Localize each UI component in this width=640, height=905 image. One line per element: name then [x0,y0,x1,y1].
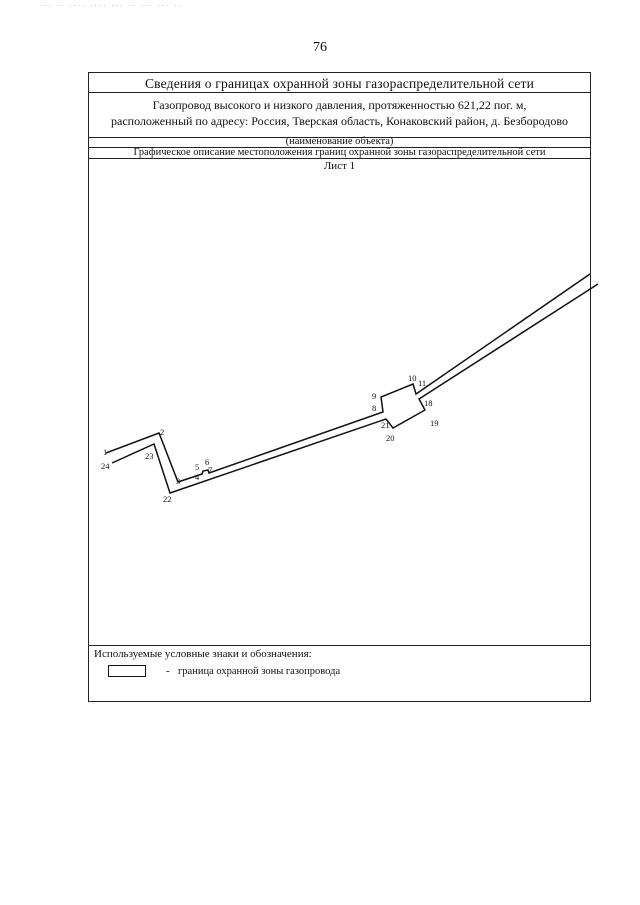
point-label: 8 [372,403,377,413]
point-label: 6 [205,457,210,467]
zone-boundary-legend-symbol [108,665,146,677]
point-label: 1 [103,447,108,457]
object-name-caption: (наименование объекта) [285,136,394,147]
page-number: 76 [313,40,327,55]
point-label: 20 [386,433,395,443]
legend-item-label: граница охранной зоны газопровода [178,666,341,677]
point-label: 7 [208,465,213,475]
protection-zone-boundary [106,274,598,493]
legend-heading: Используемые условные знаки и обозначения: [94,648,312,660]
document-title: Сведения о границах охранной зоны газораспределительной сети [144,76,535,91]
scan-artifact-marks: ··· ·· ···· ···· ··· ·· ··· ··· ·· [40,2,183,10]
boundary-point-labels [101,373,439,504]
point-label: 21 [381,420,390,430]
point-label: 2 [160,427,165,437]
point-label: 10 [408,373,417,383]
sheet-label: Лист 1 [323,160,356,172]
boundary-upper-edge [106,274,590,482]
point-label: 11 [418,378,427,388]
boundary-lower-edge [112,284,598,493]
object-description-line-1: Газопровод высокого и низкого давления, протяженностью 621,22 пог. м, [152,98,527,112]
point-label: 3 [176,476,181,486]
point-label: 24 [101,461,110,471]
point-label: 4 [195,472,200,482]
object-description-line-2: расположенный по адресу: Россия, Тверская область, Конаковский район, д. Безбородово [111,114,568,128]
point-label: 22 [163,494,172,504]
point-label: 19 [430,418,439,428]
point-label: 18 [424,398,433,408]
point-label: 5 [195,462,200,472]
legend-dash: - [166,665,170,677]
graphic-description-title: Графическое описание местоположения границ охранной зоны газораспределительной сети [133,147,546,158]
point-label: 23 [145,451,154,461]
point-label: 9 [372,391,377,401]
